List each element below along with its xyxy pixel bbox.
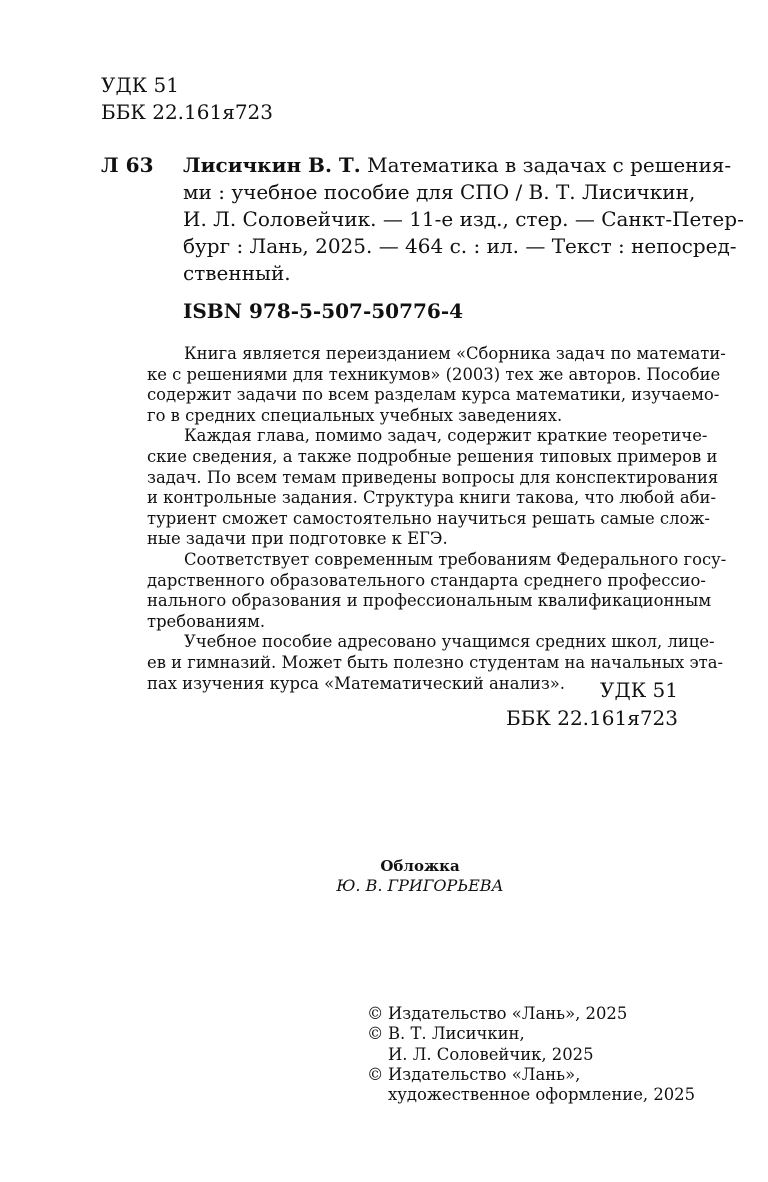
author-code: Л 63 <box>101 153 154 177</box>
bbk-code: ББК 22.161я723 <box>101 100 274 124</box>
bbk-code: ББК 22.161я723 <box>505 706 678 730</box>
abstract-line: пах изучения курса «Математический анализ». <box>147 673 566 693</box>
copyright-entry-continued <box>367 1085 695 1105</box>
abstract-line: требованиям. <box>147 611 266 631</box>
classification-bottom <box>440 676 678 732</box>
abstract-line: и контрольные задания. Структура книги такова, что любой аби- <box>147 488 716 508</box>
biblio-line: ственный. <box>183 261 291 285</box>
copyright-entry <box>367 1065 695 1085</box>
copyright-holder: В. Т. Лисичкин, <box>388 1024 525 1044</box>
copyright-sign: © <box>367 1004 384 1023</box>
abstract-line: ские сведения, а также подробные решения типовых примеров и <box>147 446 718 466</box>
copyright-entry <box>367 1004 695 1024</box>
biblio-line: И. Л. Соловейчик. — 11-е изд., стер. — Санкт-Петер- <box>183 207 744 231</box>
isbn: ISBN 978-5-507-50776-4 <box>183 299 464 323</box>
abstract-line: дарственного образовательного стандарта среднего профессио- <box>147 570 706 590</box>
biblio-line: бург : Лань, 2025. — 464 с. : ил. — Текст : непосред- <box>183 234 737 258</box>
copyright-entry <box>367 1024 695 1044</box>
copyright-entry-continued <box>367 1045 695 1065</box>
biblio-line <box>183 152 732 179</box>
title-start: Математика в задачах с решения- <box>367 153 732 177</box>
author-name: Лисичкин В. Т. <box>183 153 361 177</box>
cover-designer: Ю. В. ГРИГОРЬЕВА <box>336 876 504 895</box>
abstract-line: туриент сможет самостоятельно научиться решать самые слож- <box>147 508 710 528</box>
abstract <box>147 344 727 694</box>
copyright-sign: © <box>367 1024 384 1044</box>
abstract-line: Книга является переизданием «Сборника задач по математи- <box>184 344 726 363</box>
bibliographic-record <box>183 152 744 287</box>
copyright-holder: И. Л. Соловейчик, 2025 <box>388 1044 594 1064</box>
abstract-paragraph <box>147 549 727 632</box>
abstract-line: ке с решениями для техникумов» (2003) тех же авторов. Пособие <box>147 364 721 384</box>
udk-code: УДК 51 <box>101 73 179 97</box>
cover-credit <box>300 857 540 896</box>
biblio-line: ми : учебное пособие для СПО / В. Т. Лисичкин, <box>183 180 696 204</box>
abstract-line: Учебное пособие адресовано учащимся средних школ, лице- <box>184 632 715 652</box>
copyright-block <box>367 1004 695 1105</box>
abstract-line: ные задачи при подготовке к ЕГЭ. <box>147 529 448 549</box>
abstract-line: Соответствует современным требованиям Федерального госу- <box>184 549 727 569</box>
abstract-line: Каждая глава, помимо задач, содержит краткие теоретиче- <box>184 426 708 446</box>
copyright-holder: Издательство «Лань», 2025 <box>388 1004 628 1023</box>
abstract-line: ев и гимназий. Может быть полезно студентам на начальных эта- <box>147 652 724 672</box>
abstract-paragraph <box>147 344 726 426</box>
copyright-holder: художественное оформление, 2025 <box>388 1085 696 1105</box>
abstract-paragraph <box>147 426 719 550</box>
abstract-line: задач. По всем темам приведены вопросы для конспектирования <box>147 467 719 487</box>
copyright-sign: © <box>367 1064 384 1084</box>
copyright-holder: Издательство «Лань», <box>388 1064 581 1084</box>
udk-code: УДК 51 <box>600 678 678 702</box>
classification-top <box>101 72 273 126</box>
abstract-line: го в средних специальных учебных заведениях. <box>147 405 563 425</box>
abstract-line: содержит задачи по всем разделам курса математики, изучаемо- <box>147 385 720 405</box>
cover-label: Обложка <box>380 857 460 875</box>
abstract-line: нального образования и профессиональным квалификационным <box>147 591 712 611</box>
